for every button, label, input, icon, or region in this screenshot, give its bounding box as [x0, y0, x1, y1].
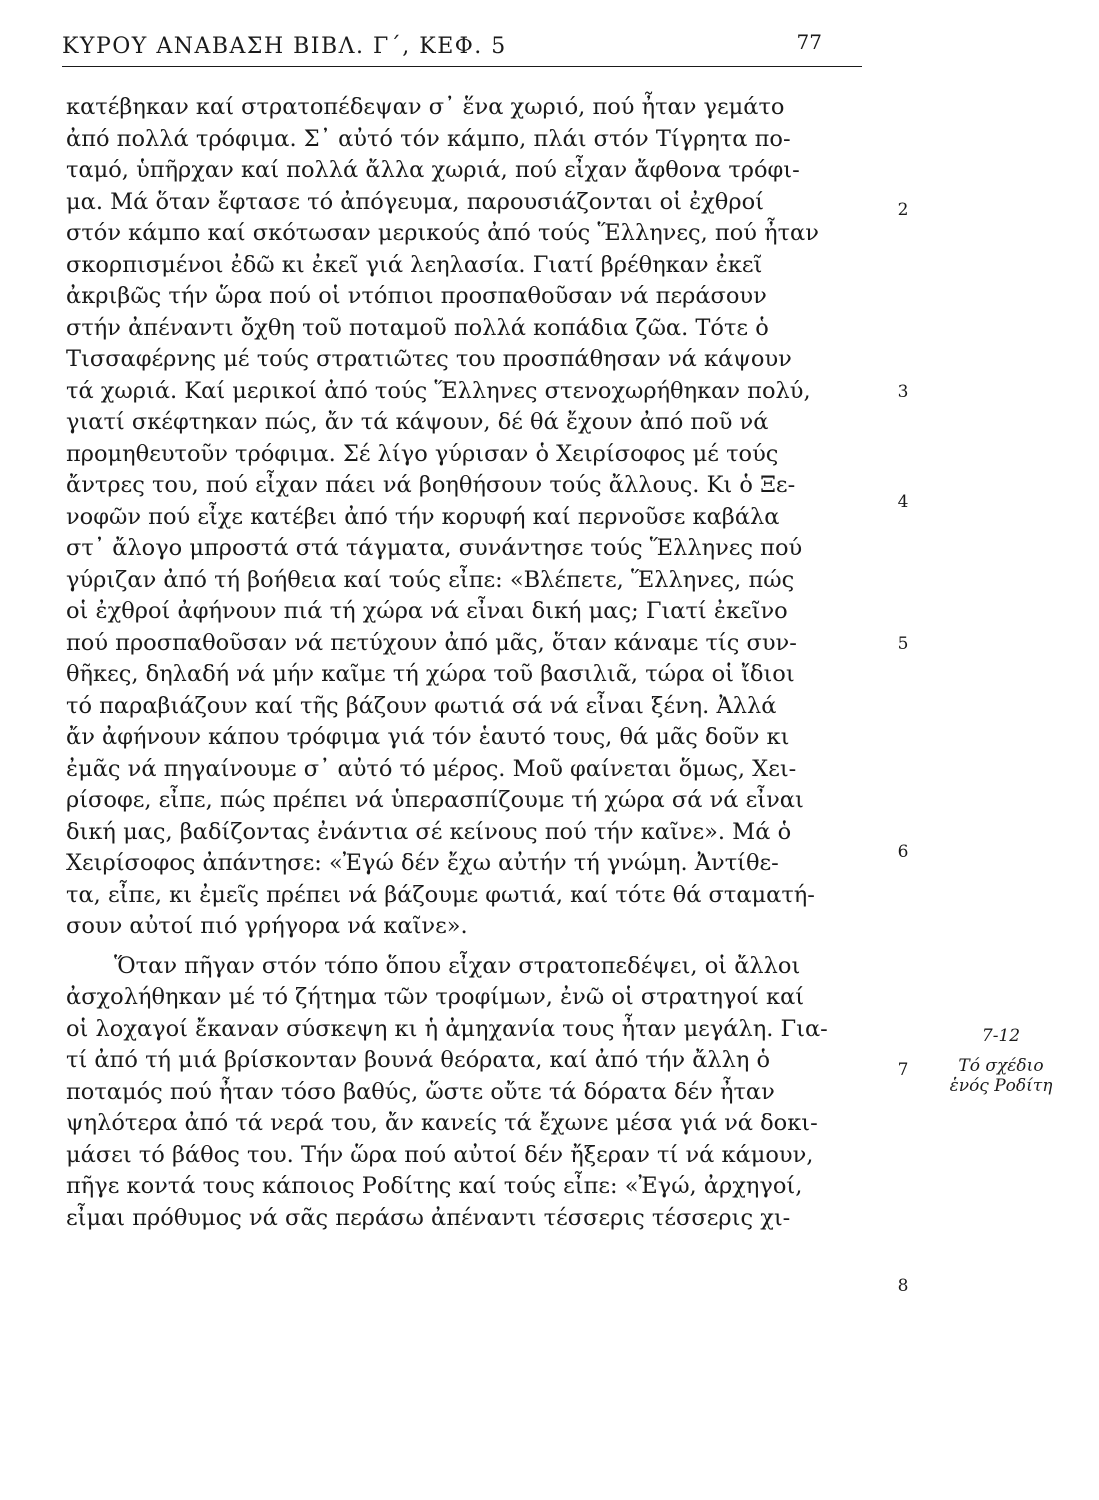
text-line: τα, εἶπε, κι ἐμεῖς πρέπει νά βάζουμε φωτιά, καί τότε θά σταματή-: [66, 881, 815, 908]
text-line: κατέβηκαν καί στρατοπέδεψαν σ᾽ ἕνα χωριό, πού ἦταν γεμάτο: [66, 94, 785, 120]
text-line: γύριζαν ἀπό τή βοήθεια καί τούς εἶπε: «Βλέπετε, Ἕλληνες, πώς: [66, 566, 795, 593]
section-number: 2: [897, 200, 909, 220]
section-number: 6: [897, 842, 909, 862]
side-note: [926, 1026, 1076, 1096]
text-line: ψηλότερα ἀπό τά νερά του, ἄν κανείς τά ἔχωνε μέσα γιά νά δοκι-: [66, 1110, 818, 1136]
section-number: 5: [897, 634, 909, 654]
running-title: ΚΥΡΟΥ ΑΝΑΒΑΣΗ ΒΙΒΛ. Γ΄, ΚΕΦ. 5: [62, 34, 507, 59]
paragraph-gap: [66, 943, 886, 951]
text-line: τί ἀπό τή μιά βρίσκονταν βουνά θεόρατα, καί ἀπό τήν ἄλλη ὁ: [66, 1047, 771, 1073]
text-line: σκορπισμένοι ἐδῶ κι ἐκεῖ γιά λεηλασία. Γιατί βρέθηκαν ἐκεῖ: [66, 251, 763, 278]
text-line: τό παραβιάζουν καί τῆς βάζουν φωτιά σά νά εἶναι ξένη. Ἀλλά: [66, 692, 777, 719]
text-line: στ᾽ ἄλογο μπροστά στά τάγματα, συνάντησε τούς Ἕλληνες πού: [66, 535, 803, 561]
text-line: μα. Μά ὅταν ἔφτασε τό ἀπόγευμα, παρουσιάζονται οἱ ἐχθροί: [66, 188, 764, 215]
text-line: γιατί σκέφτηκαν πώς, ἄν τά κάψουν, δέ θά ἔχουν ἀπό ποῦ νά: [66, 409, 769, 435]
header-rule: [62, 66, 862, 67]
text-line: εἶμαι πρόθυμος νά σᾶς περάσω ἀπέναντι τέσσερις τέσσερις χι-: [66, 1204, 791, 1231]
section-number: 8: [897, 1276, 909, 1296]
text-line: ἐμᾶς νά πηγαίνουμε σ᾽ αὐτό τό μέρος. Μοῦ φαίνεται ὅμως, Χει-: [66, 755, 797, 782]
side-note-range: 7-12: [981, 1026, 1021, 1046]
text-line: ποταμός πού ἦταν τόσο βαθύς, ὥστε οὔτε τά δόρατα δέν ἦταν: [66, 1078, 775, 1105]
text-line: Χειρίσοφος ἀπάντησε: «Ἐγώ δέν ἔχω αὐτήν τή γνώμη. Ἀντίθε-: [66, 850, 779, 876]
text-line: μάσει τό βάθος του. Τήν ὥρα πού αὐτοί δέν ἤξεραν τί νά κάμουν,: [66, 1141, 814, 1168]
text-line: σουν αὐτοί πιό γρήγορα νά καῖνε».: [66, 913, 468, 939]
text-line: στήν ἀπέναντι ὄχθη τοῦ ποταμοῦ πολλά κοπάδια ζῶα. Τότε ὁ: [66, 314, 769, 341]
text-line: ἄν ἀφήνουν κάπου τρόφιμα γιά τόν ἑαυτό τους, θά μᾶς δοῦν κι: [66, 724, 790, 750]
text-line: προμηθευτοῦν τρόφιμα. Σέ λίγο γύρισαν ὁ Χειρίσοφος μέ τούς: [66, 440, 779, 467]
side-note-title: Τό σχέδιο: [958, 1056, 1044, 1076]
text-line: ἀκριβῶς τήν ὥρα πού οἱ ντόπιοι προσπαθοῦσαν νά περάσουν: [66, 283, 767, 309]
section-number: 4: [897, 492, 909, 512]
side-note-subtitle: ἑνός Ροδίτη: [949, 1076, 1053, 1096]
page-number: 77: [796, 30, 822, 54]
text-line: οἱ ἐχθροί ἀφήνουν πιά τή χώρα νά εἶναι δική μας; Γιατί ἐκεῖνο: [66, 598, 788, 624]
text-line: οἱ λοχαγοί ἔκαναν σύσκεψη κι ἡ ἀμηχανία τους ἦταν μεγάλη. Για-: [66, 1015, 828, 1042]
text-line: ταμό, ὑπῆρχαν καί πολλά ἄλλα χωριά, πού εἶχαν ἄφθονα τρόφι-: [66, 157, 800, 183]
text-line: ἀσχολήθηκαν μέ τό ζήτημα τῶν τροφίμων, ἐνῶ οἱ στρατηγοί καί: [66, 984, 805, 1010]
running-header: [62, 30, 862, 70]
text-line: νοφῶν πού εἶχε κατέβει ἀπό τήν κορυφή καί περνοῦσε καβάλα: [66, 503, 780, 530]
text-line: τά χωριά. Καί μερικοί ἀπό τούς Ἕλληνες στενοχωρήθηκαν πολύ,: [66, 377, 811, 404]
text-line: ρίσοφε, εἶπε, πώς πρέπει νά ὑπερασπίζουμε τή χώρα σά νά εἶναι: [66, 787, 804, 813]
text-line: Τισσαφέρνης μέ τούς στρατιῶτες του προσπάθησαν νά κάψουν: [66, 346, 792, 372]
text-line: πῆγε κοντά τους κάποιος Ροδίτης καί τούς εἶπε: «Ἐγώ, ἀρχηγοί,: [66, 1173, 803, 1199]
text-line: δική μας, βαδίζοντας ἐνάντια σέ κείνους πού τήν καῖνε». Μά ὁ: [66, 818, 792, 845]
text-line: Ὅταν πῆγαν στόν τόπο ὅπου εἶχαν στρατοπεδέψει, οἱ ἄλλοι: [114, 952, 801, 979]
section-number: 3: [897, 382, 909, 402]
text-line: πού προσπαθοῦσαν νά πετύχουν ἀπό μᾶς, ὅταν κάναμε τίς συν-: [66, 629, 797, 656]
text-line: θῆκες, δηλαδή νά μήν καῖμε τή χώρα τοῦ βασιλιᾶ, τώρα οἱ ἴδιοι: [66, 661, 795, 687]
text-line: ἀπό πολλά τρόφιμα. Σ᾽ αὐτό τόν κάμπο, πλάι στόν Τίγρητα πο-: [66, 125, 791, 152]
text-line: ἄντρες του, πού εἶχαν πάει νά βοηθήσουν τούς ἄλλους. Κι ὁ Ξε-: [66, 472, 796, 498]
section-number: 7: [897, 1060, 909, 1080]
text-line: στόν κάμπο καί σκότωσαν μερικούς ἀπό τούς Ἕλληνες, πού ἦταν: [66, 220, 819, 246]
main-text: [66, 92, 886, 1234]
